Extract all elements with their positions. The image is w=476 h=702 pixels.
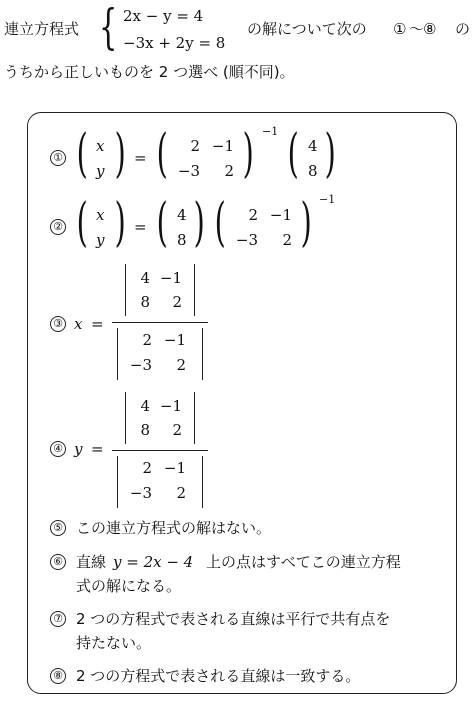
left-paren: ( [214, 193, 226, 253]
matrix-row-1: 2 −1 [190, 137, 234, 155]
inverse-exponent: −1 [319, 193, 336, 206]
choice-text-continued: 式の解になる。 [76, 577, 182, 595]
det-row-2: 8 2 [140, 421, 182, 439]
matrix-row-2: −3 2 [235, 231, 292, 249]
range-start: ① [393, 20, 407, 38]
choice-text: 2 つの方程式で表される直線は一致する。 [76, 667, 361, 685]
choice-number: ④ [50, 441, 66, 457]
right-paren: ) [114, 124, 126, 184]
right-paren: ) [193, 193, 205, 253]
left-paren: ( [156, 124, 168, 184]
left-paren: ( [76, 124, 88, 184]
range-end: ⑧ [423, 20, 437, 38]
left-paren: ( [156, 193, 168, 253]
right-paren: ) [242, 124, 254, 184]
choice-number: ③ [50, 316, 66, 332]
variable-x: x [74, 315, 83, 333]
equation-1: 2x − y = 4 [123, 7, 204, 25]
left-paren: ( [287, 124, 299, 184]
choice-number: ⑦ [50, 611, 66, 627]
choice-text: この連立方程式の解はない。 [76, 519, 272, 537]
det-bar-left [125, 392, 126, 444]
equals-sign: = [134, 149, 147, 167]
choice-text: 上の点はすべてこの連立方程 [206, 553, 401, 571]
det-bar-right [202, 328, 203, 380]
det-bar-right [194, 264, 195, 316]
choice-number: ⑥ [50, 554, 66, 570]
det-row-2: −3 2 [129, 484, 186, 502]
det-row-1: 4 −1 [140, 269, 182, 287]
equals-sign: = [91, 315, 104, 333]
vector-value: 8 [177, 231, 187, 249]
choice-number: ⑧ [50, 668, 66, 684]
system-brace: { [99, 0, 118, 55]
equals-sign: = [91, 440, 104, 458]
equation-2: −3x + 2y = 8 [123, 34, 226, 52]
right-paren: ) [300, 193, 312, 253]
matrix-row-1: 2 −1 [248, 206, 292, 224]
right-paren: ) [114, 193, 126, 253]
choice-text: 直線 [76, 553, 107, 571]
vector-value: 8 [308, 162, 318, 180]
det-row-1: 4 −1 [140, 397, 182, 415]
fraction-bar [112, 450, 208, 451]
det-bar-right [194, 392, 195, 444]
choice-number: ⑤ [50, 520, 66, 536]
left-paren: ( [76, 193, 88, 253]
inverse-exponent: −1 [262, 125, 279, 138]
vector-x: x [96, 137, 105, 155]
det-bar-right [202, 456, 203, 508]
variable-y: y [74, 440, 83, 458]
choice-text-continued: 持たない。 [76, 634, 152, 652]
choice-math: y = 2x − 4 [113, 553, 194, 571]
vector-x: x [96, 206, 105, 224]
choice-number: ② [50, 219, 66, 235]
vector-value: 4 [177, 206, 187, 224]
right-paren: ) [324, 124, 336, 184]
choices-box [27, 112, 457, 694]
choice-number: ① [50, 150, 66, 166]
matrix-row-2: −3 2 [177, 162, 234, 180]
det-row-2: −3 2 [129, 356, 186, 374]
vector-value: 4 [308, 137, 318, 155]
det-bar-left [117, 456, 118, 508]
fraction-bar [112, 322, 208, 323]
question-line-2: うちから正しいものを 2 つ選べ (順不同)。 [4, 63, 295, 81]
range-separator: 〜 [409, 20, 425, 38]
question-suffix: の解について次の [247, 20, 367, 38]
det-row-1: 2 −1 [142, 459, 186, 477]
equals-sign: = [134, 218, 147, 236]
det-bar-left [125, 264, 126, 316]
det-row-1: 2 −1 [142, 331, 186, 349]
vector-y: y [96, 231, 105, 249]
vector-y: y [96, 162, 105, 180]
question-prefix: 連立方程式 [4, 20, 80, 38]
det-bar-left [117, 328, 118, 380]
question-suffix-2: の [455, 20, 471, 38]
choice-text: 2 つの方程式で表される直線は平行で共有点を [76, 610, 391, 628]
det-row-2: 8 2 [140, 293, 182, 311]
